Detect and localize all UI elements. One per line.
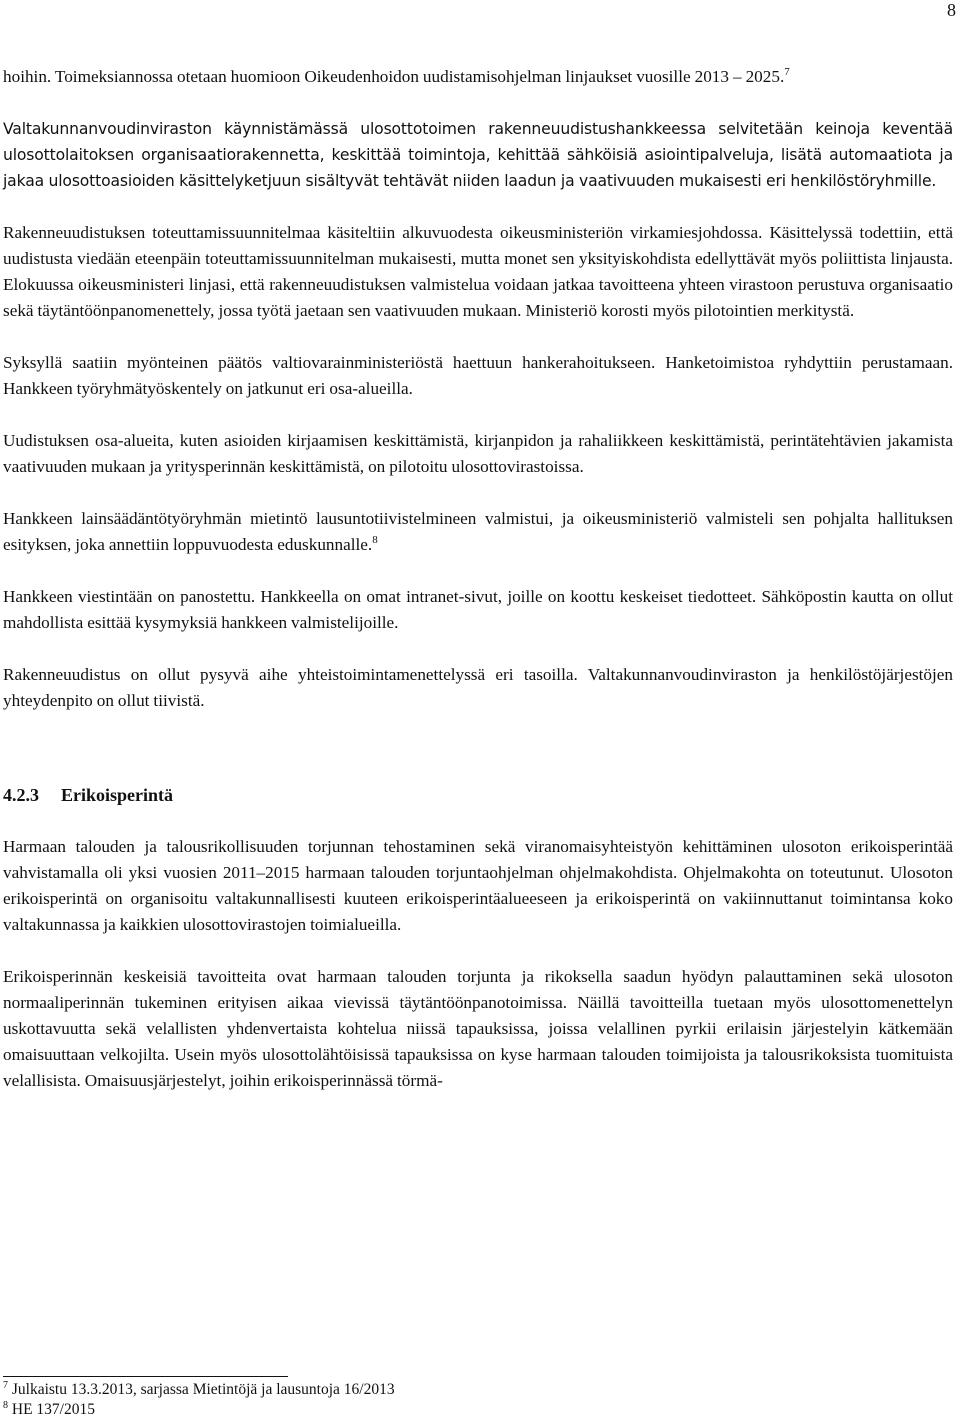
paragraph: Uudistuksen osa-alueita, kuten asioiden kirjaamisen keskittämistä, kirjanpidon ja rahaliikkeen keskittämistä, perintätehtävien jakamista vaativuuden mukaan ja yritysperinnän keskittämistä, on pilotoitu ulosottovirastoissa. (3, 431, 953, 476)
section-number: 4.2.3 (3, 785, 39, 805)
paragraph: Erikoisperinnän keskeisiä tavoitteita ovat harmaan talouden torjunta ja rikoksella saadun hyödyn palauttaminen sekä ulosoton normaaliperinnän tukeminen erityisen aikaa vievissä täytäntöönpanotoimissa. Näillä tavoitteilla tuetaan myös ulosottomenettelyn uskottavuutta sekä velallisten yhdenvertaista kohtelua niissä tapauksissa, joissa velallinen pyrkii erilaisin järjestelyin kätkemään omaisuuttaan velkojilta. Usein myös ulosottolähtöisissä tapauksissa on kyse harmaan talouden toimijoista ja talousrikoksista tuomituista velallisista. Omaisuusjärjestelyt, joihin erikoisperinnässä törmä- (3, 967, 953, 1090)
paragraph: Harmaan talouden ja talousrikollisuuden torjunnan tehostaminen sekä viranomaisyhteistyön kehittäminen ulosoton erikoisperintää vahvistamalla oli yksi vuosien 2011–2015 harmaan talouden torjuntaohjelman ohjelmakohdista. Ohjelmakohta on toteutunut. Ulosoton erikoisperintä on organisoitu valtakunnallisesti kuuteen erikoisperintäalueeseen ja erikoisperintä on vakiinnuttanut toimintansa koko valtakunnassa ja kaikkien ulosottovirastojen toimialueilla. (3, 837, 953, 934)
footnote-divider (3, 1376, 288, 1377)
paragraph: Syksyllä saatiin myönteinen päätös valtiovarainministeriöstä haettuun hankerahoitukseen. Hanketoimistoa ryhdyttiin perustamaan. Hankkeen työryhmätyöskentely on jatkunut eri osa-alueilla. (3, 353, 953, 398)
footnote (3, 1400, 953, 1420)
paragraph: Valtakunnanvoudinviraston käynnistämässä ulosottotoimen rakenneuudistushankkeessa selvitetään keinoja keventää ulosottolaitoksen organisaatiorakennetta, keskittää toimintoja, kehittää sähköisiä asiointipalveluja, lisätä automaatiota ja jakaa ulosottoasioiden käsittelyketjuun sisältyvät tehtävät niiden laadun ja vaativuuden mukaisesti eri henkilöstöryhmille. (3, 120, 953, 190)
paragraph-text: Hankkeen lainsäädäntötyöryhmän mietintö lausuntotiivistelmineen valmistui, ja oikeusministeriö valmisteli sen pohjalta hallituksen esityksen, joka annettiin loppuvuodesta eduskunnalle. (3, 509, 953, 554)
footnote-text: HE 137/2015 (11, 1401, 95, 1418)
footnote-mark: 8 (3, 1400, 8, 1411)
footnotes (3, 1380, 953, 1420)
footnote-text: Julkaistu 13.3.2013, sarjassa Mietintöjä ja lausuntoja 16/2013 (11, 1381, 395, 1398)
footnote-ref: 8 (372, 534, 378, 546)
footnote-ref: 7 (784, 66, 790, 78)
paragraph-text: hoihin. Toimeksiannossa otetaan huomioon Oikeudenhoidon uudistamisohjelman linjaukset vuosille 2013 – 2025. (3, 67, 785, 86)
section-heading (3, 782, 953, 808)
paragraph: Hankkeen viestintään on panostettu. Hankkeella on omat intranet-sivut, joille on koottu keskeiset tiedotteet. Sähköpostin kautta on ollut mahdollista esittää kysymyksiä hankkeen valmistelijoille. (3, 587, 953, 632)
paragraph: Rakenneuudistuksen toteuttamissuunnitelmaa käsiteltiin alkuvuodesta oikeusministeriön virkamiesjohdossa. Käsittelyssä todettiin, että uudistusta viedään eteenpäin toteuttamissuunnitelman mukaisesti, mutta monet sen yksityiskohdista edellyttävät myös poliittista linjausta. Elokuussa oikeusministeri linjasi, että rakenneuudistuksen valmistelua voidaan jatkaa tavoitteena yhteen virastoon perustuva organisaatio sekä täytäntöönpanomenettely, jossa työtä jaetaan sen vaativuuden mukaan. Ministeriö korosti myös pilotointien merkitystä. (3, 223, 953, 320)
paragraph: Rakenneuudistus on ollut pysyvä aihe yhteistoimintamenettelyssä eri tasoilla. Valtakunnanvoudinviraston ja henkilöstöjärjestöjen yhteydenpito on ollut tiivistä. (3, 665, 953, 710)
paragraph (3, 506, 953, 558)
paragraph (3, 64, 953, 90)
footnote (3, 1380, 953, 1400)
page-body (3, 64, 953, 1094)
page-number: 8 (947, 0, 956, 20)
footnote-mark: 7 (3, 1380, 8, 1391)
section-title: Erikoisperintä (61, 785, 174, 805)
